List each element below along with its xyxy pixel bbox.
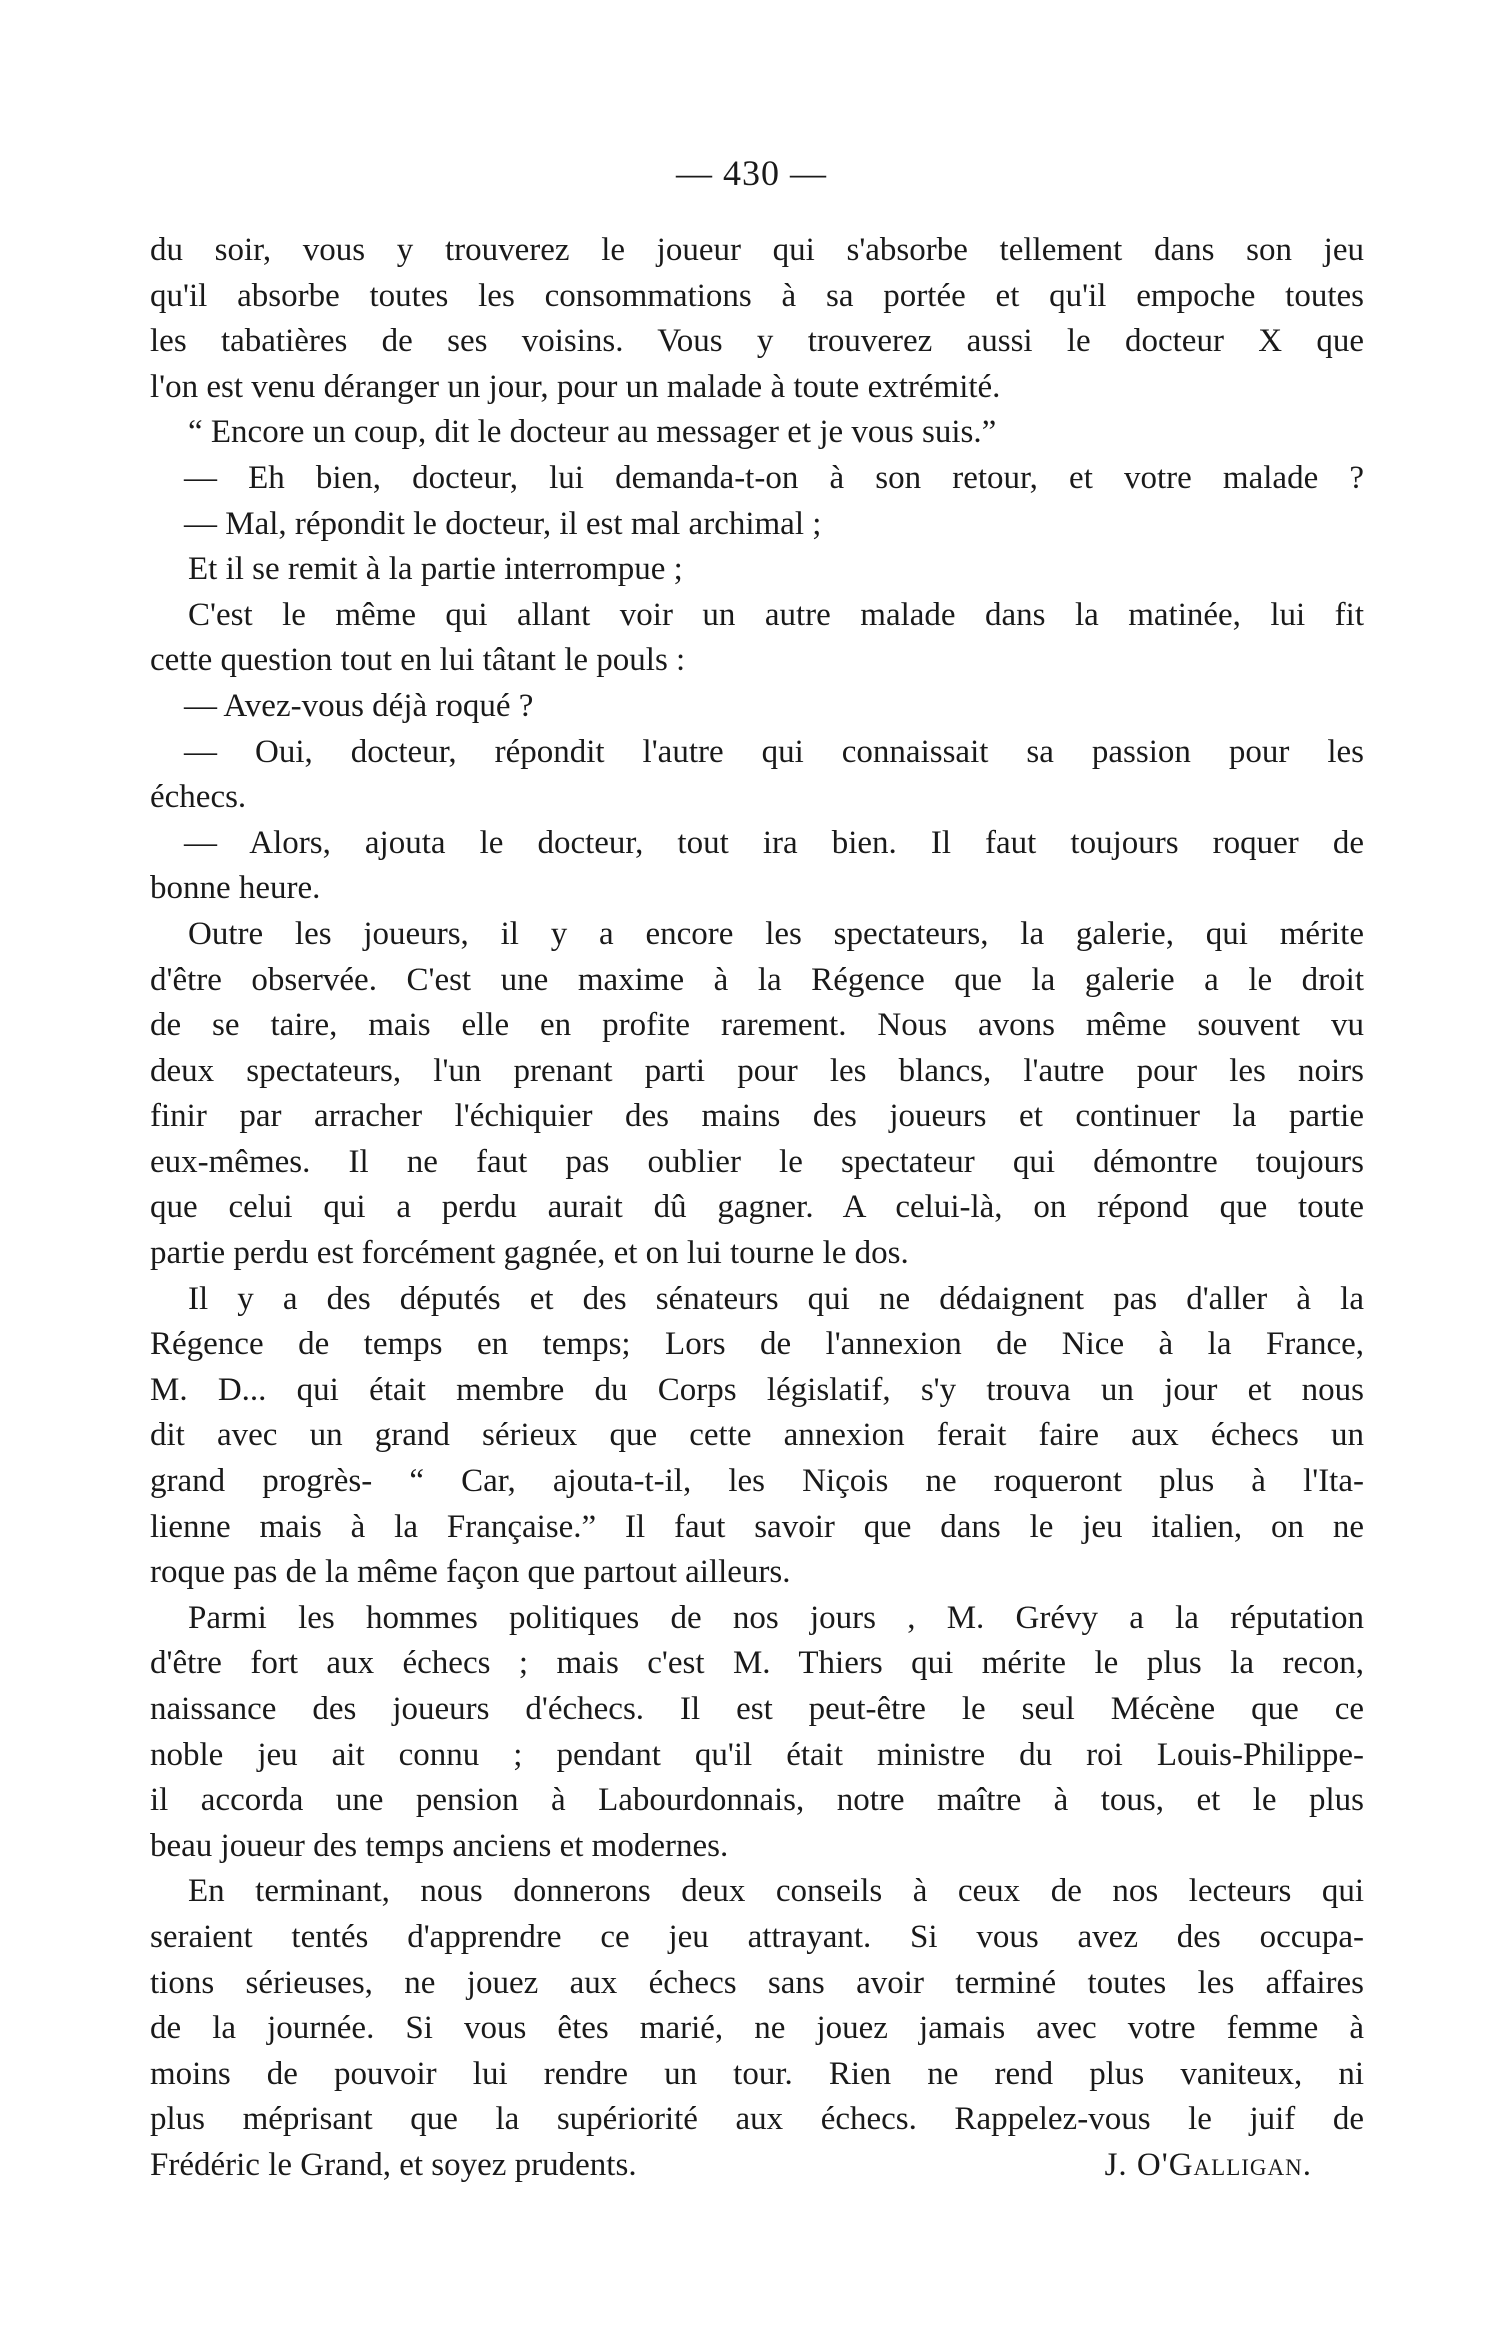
text-line: C'est le même qui allant voir un autre malade dans la matinée, lui fit <box>188 596 1364 633</box>
text-line: grand progrès- “ Car, ajouta-t-il, les Niçois ne roqueront plus à l'Ita- <box>150 1463 1364 1500</box>
text-line: cette question tout en lui tâtant le pouls : <box>150 642 686 679</box>
text-line: dit avec un grand sérieux que cette annexion ferait faire aux échecs un <box>150 1417 1364 1454</box>
text-line: de se taire, mais elle en profite rarement. Nous avons même souvent vu <box>150 1007 1364 1044</box>
text-line: qu'il absorbe toutes les consommations à sa portée et qu'il empoche toutes <box>150 277 1364 314</box>
text-line: moins de pouvoir lui rendre un tour. Rien ne rend plus vaniteux, ni <box>150 2055 1364 2092</box>
text-line: M. D... qui était membre du Corps législatif, s'y trouva un jour et nous <box>150 1371 1364 1408</box>
text-line: échecs. <box>150 779 247 816</box>
text-line: beau joueur des temps anciens et modernes. <box>150 1827 729 1864</box>
text-line: lienne mais à la Française.” Il faut savoir que dans le jeu italien, on ne <box>150 1508 1364 1545</box>
text-line: du soir, vous y trouverez le joueur qui s'absorbe tellement dans son jeu <box>150 232 1364 268</box>
text-line: deux spectateurs, l'un prenant parti pour les blancs, l'autre pour les noirs <box>150 1052 1364 1089</box>
text-line: finir par arracher l'échiquier des mains des joueurs et continuer la partie <box>150 1098 1364 1135</box>
closing-line <box>150 2143 1364 2189</box>
text-line: En terminant, nous donnerons deux conseils à ceux de nos lecteurs qui <box>188 1873 1364 1910</box>
text-line: — Mal, répondit le docteur, il est mal archimal ; <box>184 505 822 542</box>
text-line: plus méprisant que la supériorité aux échecs. Rappelez-vous le juif de <box>150 2101 1364 2138</box>
text-line: “ Encore un coup, dit le docteur au messager et je vous suis.” <box>188 414 997 451</box>
text-line: Outre les joueurs, il y a encore les spectateurs, la galerie, qui mérite <box>188 915 1364 952</box>
text-line: seraient tentés d'apprendre ce jeu attrayant. Si vous avez des occupa- <box>150 1918 1364 1955</box>
text-line: — Oui, docteur, répondit l'autre qui connaissait sa passion pour les <box>184 733 1364 770</box>
text-line: que celui qui a perdu aurait dû gagner. A celui-là, on répond que toute <box>150 1189 1364 1226</box>
page-number: — 430 — <box>676 153 827 193</box>
body-text <box>150 228 1364 2189</box>
author-signature: J. O'Galligan. <box>1104 2146 1312 2183</box>
closing-sentence: Frédéric le Grand, et soyez prudents. <box>150 2146 637 2183</box>
text-line: — Avez-vous déjà roqué ? <box>184 687 534 724</box>
text-line: de la journée. Si vous êtes marié, ne jouez jamais avec votre femme à <box>150 2010 1364 2047</box>
text-line: — Eh bien, docteur, lui demanda-t-on à son retour, et votre malade ? <box>184 459 1364 496</box>
text-line: l'on est venu déranger un jour, pour un malade à toute extrémité. <box>150 368 1001 405</box>
text-line: il accorda une pension à Labourdonnais, notre maître à tous, et le plus <box>150 1782 1364 1819</box>
text-line: bonne heure. <box>150 870 321 907</box>
text-line: eux-mêmes. Il ne faut pas oublier le spectateur qui démontre toujours <box>150 1143 1364 1180</box>
text-line: Il y a des députés et des sénateurs qui ne dédaignent pas d'aller à la <box>188 1280 1364 1317</box>
text-line: roque pas de la même façon que partout ailleurs. <box>150 1554 791 1591</box>
text-line: Régence de temps en temps; Lors de l'annexion de Nice à la France, <box>150 1326 1364 1363</box>
text-line: naissance des joueurs d'échecs. Il est peut-être le seul Mécène que ce <box>150 1691 1364 1727</box>
text-line: Et il se remit à la partie interrompue ; <box>188 551 683 588</box>
text-line: — Alors, ajouta le docteur, tout ira bien. Il faut toujours roquer de <box>184 824 1364 861</box>
text-line: Parmi les hommes politiques de nos jours , M. Grévy a la réputation <box>188 1599 1364 1636</box>
text-line: d'être observée. C'est une maxime à la Régence que la galerie a le droit <box>150 961 1364 998</box>
text-line: tions sérieuses, ne jouez aux échecs sans avoir terminé toutes les affaires <box>150 1964 1364 2001</box>
text-line: d'être fort aux échecs ; mais c'est M. Thiers qui mérite le plus la recon, <box>150 1645 1364 1682</box>
text-line: les tabatières de ses voisins. Vous y trouverez aussi le docteur X que <box>150 323 1364 360</box>
text-line: noble jeu ait connu ; pendant qu'il était ministre du roi Louis-Philippe- <box>150 1736 1364 1773</box>
text-line: partie perdu est forcément gagnée, et on lui tourne le dos. <box>150 1235 909 1272</box>
